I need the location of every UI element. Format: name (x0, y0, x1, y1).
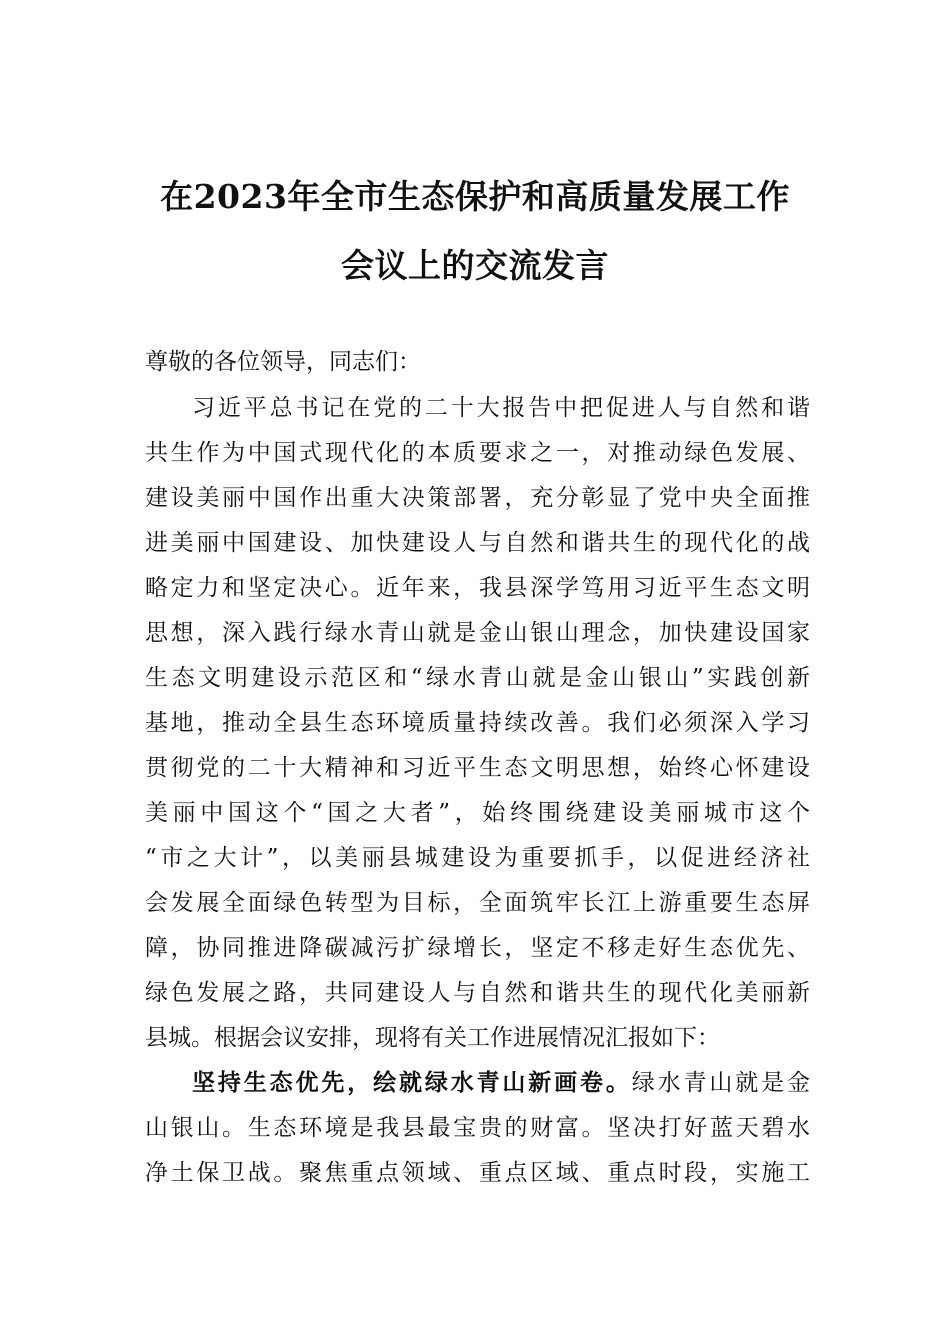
section-heading: 坚持生态优先，绘就绿水青山新画卷。 (192, 1069, 632, 1096)
paragraph-line: 绿色发展之路，共同建设人与自然和谐共生的现代化美丽新 (145, 980, 810, 1006)
paragraph-2-text: 绿水青山就是金 (631, 1070, 811, 1096)
paragraph-line: “市之大计”，以美丽县城建设为重要抓手，以促进经济社 (145, 845, 810, 871)
paragraph-line: 进美丽中国建设、加快建设人与自然和谐共生的现代化的战 (145, 530, 810, 556)
paragraph-line: 障，协同推进降碳减污扩绿增长，坚定不移走好生态优先、 (145, 935, 810, 961)
paragraph-line: 山银山。生态环境是我县最宝贵的财富。坚决打好蓝天碧水 (145, 1115, 810, 1141)
paragraph-line: 会发展全面绿色转型为目标，全面筑牢长江上游重要生态屏 (145, 890, 810, 916)
salutation: 尊敬的各位领导，同志们： (145, 349, 421, 375)
paragraph-line: 净土保卫战。聚焦重点领域、重点区域、重点时段，实施工 (145, 1160, 810, 1186)
paragraph-line: 建设美丽中国作出重大决策部署，充分彰显了党中央全面推 (145, 485, 810, 511)
paragraph-line: 思想，深入践行绿水青山就是金山银山理念，加快建设国家 (145, 620, 810, 646)
paragraph-2-first-line (192, 1068, 810, 1098)
paragraph-line: 略定力和坚定决心。近年来，我县深学笃用习近平生态文明 (145, 575, 810, 601)
paragraph-line: 共生作为中国式现代化的本质要求之一，对推动绿色发展、 (145, 440, 810, 466)
paragraph-line: 美丽中国这个“国之大者”，始终围绕建设美丽城市这个 (145, 800, 810, 826)
document-title-line-2: 会议上的交流发言 (341, 246, 609, 285)
paragraph-line: 生态文明建设示范区和“绿水青山就是金山银山”实践创新 (145, 665, 810, 691)
paragraph-line: 贯彻党的二十大精神和习近平生态文明思想，始终心怀建设 (145, 755, 810, 781)
document-title-line-1: 在2023年全市生态保护和高质量发展工作 (160, 177, 790, 216)
paragraph-line: 基地，推动全县生态环境质量持续改善。我们必须深入学习 (145, 710, 810, 736)
paragraph-line: 习近平总书记在党的二十大报告中把促进人与自然和谐 (192, 395, 810, 421)
paragraph-line: 县城。根据会议安排，现将有关工作进展情况汇报如下： (145, 1025, 720, 1051)
